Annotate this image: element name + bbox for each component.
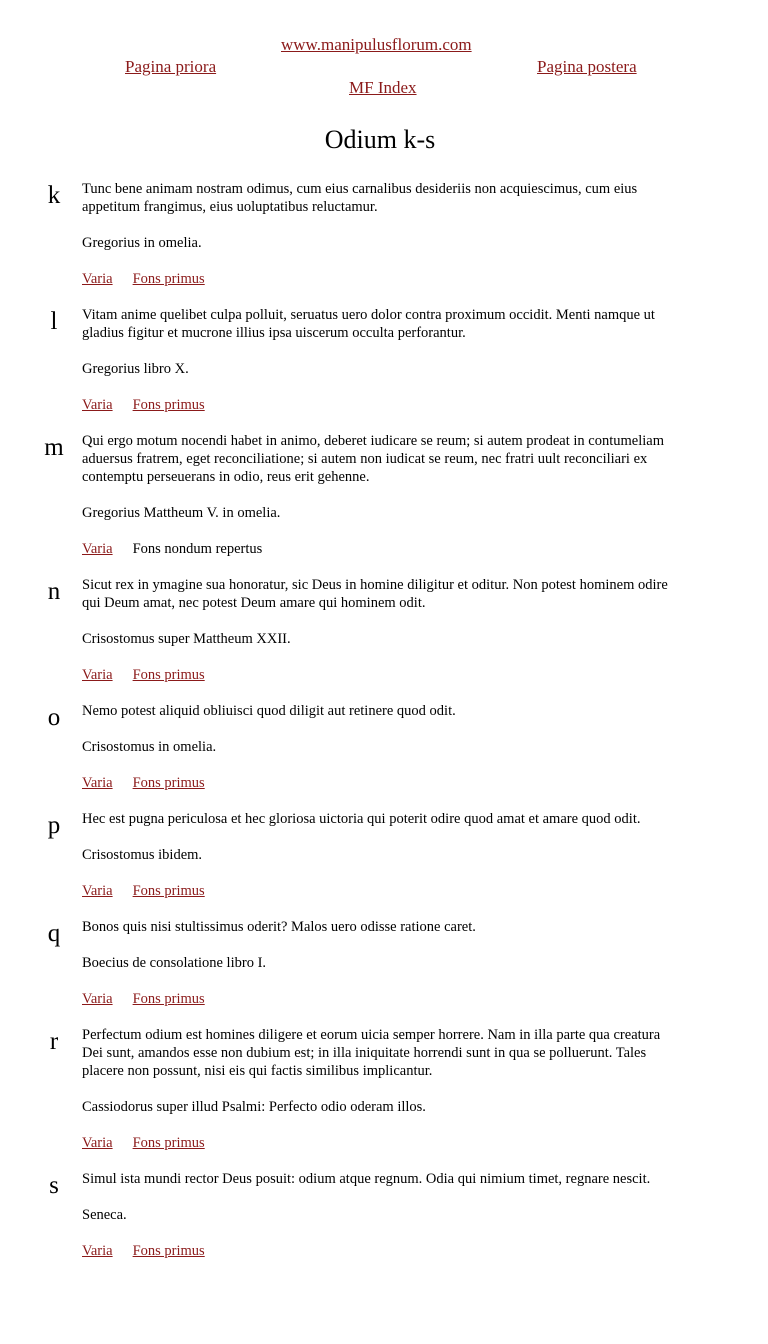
entry-r	[0, 1026, 672, 1152]
quotation-text: Bonos quis nisi stultissimus oderit? Malos uero odisse ratione caret.	[82, 919, 476, 935]
quotation-text: Vitam anime quelibet culpa polluit, seruatus uero dolor contra proximum occidit. Menti namque ut gladius figitur et mucrone illius ipsa uiscerum occulta perforantur.	[82, 307, 655, 341]
quotation-source: Cassiodorus super illud Psalmi: Perfecto odio oderam illos.	[82, 1099, 426, 1115]
top-navigation	[0, 0, 768, 100]
entry-s	[0, 1170, 672, 1260]
fons-primus-link[interactable]: Fons primus	[132, 1243, 205, 1259]
entry-links	[82, 1242, 672, 1260]
index-link[interactable]: MF Index	[349, 78, 417, 97]
entry-p	[0, 810, 672, 900]
quotation-source: Gregorius in omelia.	[82, 235, 202, 251]
next-page-link[interactable]: Pagina postera	[537, 57, 637, 76]
quotation-text: Tunc bene animam nostram odimus, cum eius carnalibus desideriis non acquiescimus, cum eius appetitum frangimus, eius uoluptatibus reluctamur.	[82, 181, 638, 215]
entry-letter: q	[47, 920, 61, 947]
entry-links	[82, 396, 672, 414]
entry-letter: k	[47, 182, 61, 209]
quotation-source: Crisostomus ibidem.	[82, 847, 203, 863]
varia-link[interactable]: Varia	[82, 541, 113, 557]
varia-link[interactable]: Varia	[82, 1243, 113, 1259]
quotation-source: Gregorius Mattheum V. in omelia.	[82, 505, 281, 521]
quotation-text: Qui ergo motum nocendi habet in animo, deberet iudicare se reum; si autem prodeat in contumeliam aduersus fratrem, eget reconciliatione; si autem non iudicat se reum, nec fratri uult reconciliari ex contemptu perseuerans in odio, reus erit gehenne.	[82, 433, 664, 485]
entry-letter: m	[44, 434, 64, 461]
entry-links	[82, 666, 672, 684]
entry-links	[82, 882, 672, 900]
entry-k	[0, 180, 672, 288]
entry-letter: o	[47, 704, 61, 731]
entry-links	[82, 774, 672, 792]
fons-primus-link[interactable]: Fons primus	[132, 1135, 205, 1151]
varia-link[interactable]: Varia	[82, 667, 113, 683]
entry-links	[82, 540, 672, 558]
quotation-text: Sicut rex in ymagine sua honoratur, sic Deus in homine diligitur et oditur. Non potest hominem odire qui Deum amat, nec potest Deum amare qui hominem odit.	[82, 577, 668, 611]
fons-primus-link[interactable]: Fons primus	[132, 883, 205, 899]
fons-primus-link[interactable]: Fons primus	[132, 775, 205, 791]
entry-n	[0, 576, 672, 684]
entry-letter: n	[47, 578, 61, 605]
varia-link[interactable]: Varia	[82, 1135, 113, 1151]
entry-o	[0, 702, 672, 792]
fons-status-text: Fons nondum repertus	[132, 541, 263, 557]
fons-primus-link[interactable]: Fons primus	[132, 397, 205, 413]
entry-letter: r	[49, 1028, 59, 1055]
previous-page-link[interactable]: Pagina priora	[125, 57, 217, 76]
varia-link[interactable]: Varia	[82, 883, 113, 899]
fons-primus-link[interactable]: Fons primus	[132, 991, 205, 1007]
site-link[interactable]: www.manipulusflorum.com	[281, 35, 472, 54]
entry-l	[0, 306, 672, 414]
entry-letter: s	[49, 1172, 59, 1199]
varia-link[interactable]: Varia	[82, 271, 113, 287]
entry-links	[82, 1134, 672, 1152]
entry-letter: l	[50, 308, 58, 335]
quotation-source: Crisostomus super Mattheum XXII.	[82, 631, 291, 647]
page-title: Odium k-s	[324, 125, 436, 154]
entry-links	[82, 990, 672, 1008]
quotation-text: Simul ista mundi rector Deus posuit: odium atque regnum. Odia qui nimium timet, regnare nescit.	[82, 1171, 651, 1187]
quotation-text: Nemo potest aliquid obliuisci quod diligit aut retinere quod odit.	[82, 703, 456, 719]
entry-m	[0, 432, 672, 558]
varia-link[interactable]: Varia	[82, 991, 113, 1007]
entry-links	[82, 270, 672, 288]
quotation-source: Crisostomus in omelia.	[82, 739, 217, 755]
quotation-text: Hec est pugna periculosa et hec gloriosa uictoria qui poterit odire quod amat et amare quod odit.	[82, 811, 641, 827]
quotation-source: Gregorius libro X.	[82, 361, 189, 377]
quotation-source: Seneca.	[82, 1207, 127, 1223]
entry-list	[0, 180, 768, 1278]
fons-primus-link[interactable]: Fons primus	[132, 667, 205, 683]
varia-link[interactable]: Varia	[82, 775, 113, 791]
entry-letter: p	[47, 812, 61, 839]
quotation-text: Perfectum odium est homines diligere et eorum uicia semper horrere. Nam in illa parte qua creatura Dei sunt, amandos esse non dubium est; in illa iniquitate horrendi sunt in qua se polluerunt. Tales placere non possunt, nisi eis qui factis similibus implicantur.	[82, 1027, 661, 1079]
entry-q	[0, 918, 672, 1008]
quotation-source: Boecius de consolatione libro I.	[82, 955, 267, 971]
varia-link[interactable]: Varia	[82, 397, 113, 413]
fons-primus-link[interactable]: Fons primus	[132, 271, 205, 287]
